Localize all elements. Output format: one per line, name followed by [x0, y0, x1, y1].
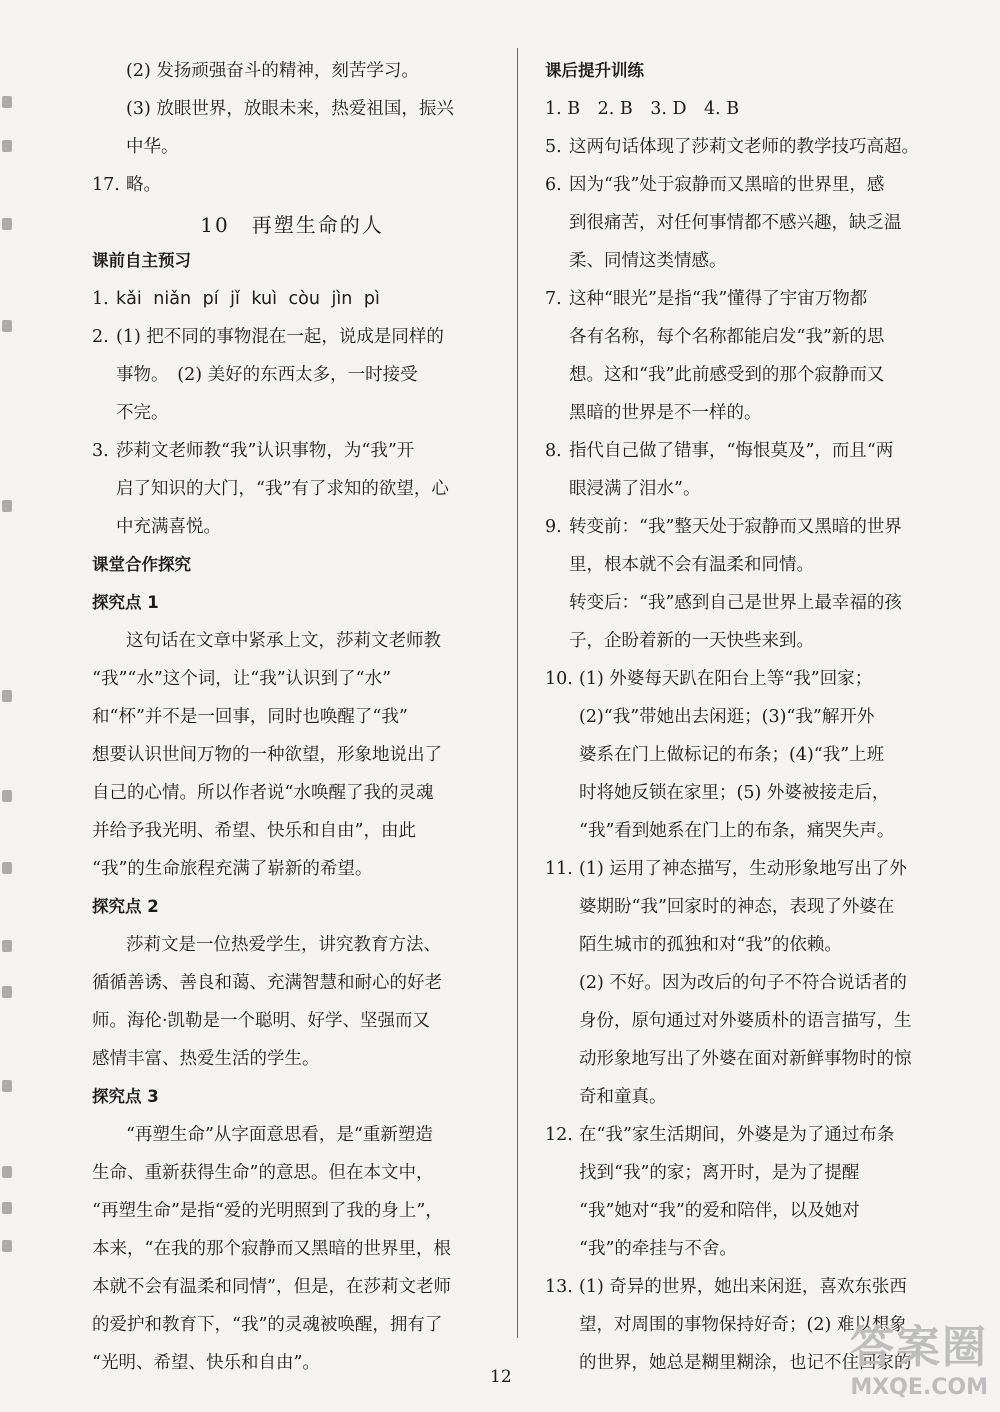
site-watermark — [850, 1311, 988, 1400]
text-line: 生命、重新获得生命”的意思。但在本文中， — [92, 1163, 434, 1183]
pinyin-answer: kǎi niǎn pí jǐ kuì còu jìn pì — [116, 289, 380, 309]
text-line: 婆期盼“我”回家时的神态，表现了外婆在 — [579, 897, 895, 917]
item-text: 转变前：“我”整天处于寂静而又黑暗的世界 — [569, 517, 902, 537]
text-line: 莎莉文是一位热爱学生，讲究教育方法、 — [126, 935, 441, 955]
text-line: “再塑生命”从字面意思看，是“重新塑造 — [126, 1125, 433, 1145]
answer-items-1-4: 1. B 2. B 3. D 4. B — [545, 99, 740, 119]
item-number: 13. — [545, 1277, 573, 1297]
text-line: 各有名称，每个名称都能启发“我”新的思 — [569, 327, 885, 347]
text-line: (2)“我”带她出去闲逛；(3)“我”解开外 — [579, 707, 875, 727]
item-text: 莎莉文老师教“我”认识事物，为“我”开 — [116, 441, 415, 461]
item-number: 3. — [92, 441, 109, 461]
text-line: 黑暗的世界是不一样的。 — [569, 403, 762, 423]
section-heading: 课后提升训练 — [545, 61, 644, 80]
text-line: 奇和童真。 — [579, 1087, 667, 1107]
page-number: 12 — [490, 1367, 512, 1387]
item-text: (1) 运用了神态描写，生动形象地写出了外 — [579, 859, 907, 879]
point-heading: 探究点 3 — [92, 1087, 159, 1106]
answer-item-9 — [545, 508, 945, 546]
answer-item-3 — [92, 432, 492, 470]
text-line: 动形象地写出了外婆在面对新鲜事物时的惊 — [579, 1049, 912, 1069]
answer-item-6 — [545, 166, 945, 204]
item-number: 6. — [545, 175, 562, 195]
text-line: 望，对周围的事物保持好奇；(2) 难以想象 — [579, 1315, 907, 1335]
text-line: 时将她反锁在家里；(5) 外婆被接走后， — [579, 783, 890, 803]
text-line: “我”看到她系在门上的布条，痛哭失声。 — [579, 821, 895, 841]
text-line: 事物。 (2) 美好的东西太多，一时接受 — [116, 365, 418, 385]
answer-item-11 — [545, 850, 945, 888]
text-line: 不完。 — [116, 403, 169, 423]
item-number: 1. — [92, 289, 109, 309]
item-text: 因为“我”处于寂静而又黑暗的世界里，感 — [569, 175, 885, 195]
right-column — [545, 52, 945, 1382]
text-line: 里，根本就不会有温柔和同情。 — [569, 555, 814, 575]
answer-item-1 — [92, 280, 492, 318]
item-number: 5. — [545, 137, 562, 157]
text-line: “光明、希望、快乐和自由”。 — [92, 1353, 320, 1373]
answer-item-5 — [545, 128, 945, 166]
section-heading: 课前自主预习 — [92, 251, 191, 270]
answer-item-2 — [92, 318, 492, 356]
text-line: 并给予我光明、希望、快乐和自由”，由此 — [92, 821, 416, 841]
lesson-title: 10 再塑生命的人 — [200, 212, 384, 237]
text-line: 想要认识世间万物的一种欲望，形象地说出了 — [92, 745, 442, 765]
item-text: 略。 — [126, 175, 161, 195]
point-heading: 探究点 2 — [92, 897, 159, 916]
answer-item-7 — [545, 280, 945, 318]
text-line: (2) 不好。因为改后的句子不符合说话者的 — [579, 973, 907, 993]
text-line: 柔、同情这类情感。 — [569, 251, 727, 271]
text-line: “我”的牵挂与不舍。 — [579, 1239, 737, 1259]
text-line: “再塑生命”是指“爱的光明照到了我的身上”， — [92, 1201, 443, 1221]
text-line: 中华。 — [126, 137, 179, 157]
item-text: (1) 奇异的世界，她出来闲逛，喜欢东张西 — [579, 1277, 907, 1297]
text-line: 陌生城市的孤独和对“我”的依赖。 — [579, 935, 842, 955]
item-text: 这两句话体现了莎莉文老师的教学技巧高超。 — [569, 137, 919, 157]
item-number: 2. — [92, 327, 109, 347]
item-number: 7. — [545, 289, 562, 309]
text-line: 和“杯”并不是一回事，同时也唤醒了“我” — [92, 707, 408, 727]
text-line: 婆系在门上做标记的布条；(4)“我”上班 — [579, 745, 885, 765]
watermark-url: MXQE.COM — [850, 1375, 988, 1400]
item-number: 8. — [545, 441, 562, 461]
item-number: 17. — [92, 175, 120, 195]
text-line: (2) 发扬顽强奋斗的精神，刻苦学习。 — [126, 61, 419, 81]
item-number: 10. — [545, 669, 573, 689]
text-line: 循循善诱、善良和蔼、充满智慧和耐心的好老 — [92, 973, 442, 993]
item-number: 12. — [545, 1125, 573, 1145]
text-line: 自己的心情。所以作者说“水唤醒了我的灵魂 — [92, 783, 434, 803]
item-text: (1) 把不同的事物混在一起，说成是同样的 — [116, 327, 444, 347]
text-line: “我”的生命旅程充满了崭新的希望。 — [92, 859, 373, 879]
answer-item-17 — [92, 166, 492, 204]
text-line: (3) 放眼世界，放眼未来，热爱祖国，振兴 — [126, 99, 454, 119]
item-number: 9. — [545, 517, 562, 537]
text-line: 的世界，她总是糊里糊涂，也记不住回家的 — [579, 1353, 912, 1373]
text-line: 眼浸满了泪水”。 — [569, 479, 701, 499]
item-text: 指代自己做了错事，“悔恨莫及”，而且“两 — [569, 441, 894, 461]
binding-edge — [0, 0, 18, 1412]
text-line: 这句话在文章中紧承上文，莎莉文老师教 — [126, 631, 441, 651]
watermark-logo: 答案圈 — [850, 1322, 988, 1373]
item-text: 这种“眼光”是指“我”懂得了宇宙万物都 — [569, 289, 868, 309]
point-heading: 探究点 1 — [92, 593, 159, 612]
text-line: 启了知识的大门，“我”有了求知的欲望，心 — [116, 479, 449, 499]
text-line: 中充满喜悦。 — [116, 517, 221, 537]
item-text: (1) 外婆每天趴在阳台上等“我”回家； — [579, 669, 873, 689]
text-line: “我”“水”这个词，让“我”认识到了“水” — [92, 669, 392, 689]
left-column — [92, 52, 492, 1382]
section-heading: 课堂合作探究 — [92, 555, 191, 574]
text-line: 转变后：“我”感到自己是世界上最幸福的孩 — [569, 593, 902, 613]
item-text: 在“我”家生活期间，外婆是为了通过布条 — [579, 1125, 895, 1145]
text-line: 的爱护和教育下，“我”的灵魂被唤醒，拥有了 — [92, 1315, 443, 1335]
answer-item-12 — [545, 1116, 945, 1154]
text-line: 子，企盼着新的一天快些来到。 — [569, 631, 814, 651]
text-line: 身份，原句通过对外婆质朴的语言描写，生 — [579, 1011, 912, 1031]
answer-item-13 — [545, 1268, 945, 1306]
text-line: 本来，“在我的那个寂静而又黑暗的世界里，根 — [92, 1239, 451, 1259]
column-divider — [517, 48, 518, 1338]
text-line: 想。这和“我”此前感受到的那个寂静而又 — [569, 365, 885, 385]
text-line: 到很痛苦，对任何事情都不感兴趣，缺乏温 — [569, 213, 902, 233]
text-line: 师。海伦·凯勒是一个聪明、好学、坚强而又 — [92, 1011, 431, 1031]
text-line: 感情丰富、热爱生活的学生。 — [92, 1049, 320, 1069]
text-line: 本就不会有温柔和同情”，但是，在莎莉文老师 — [92, 1277, 451, 1297]
answer-item-8 — [545, 432, 945, 470]
answer-item-10 — [545, 660, 945, 698]
text-line: “我”她对“我”的爱和陪伴，以及她对 — [579, 1201, 860, 1221]
text-line: 找到“我”的家；离开时，是为了提醒 — [579, 1163, 860, 1183]
item-number: 11. — [545, 859, 573, 879]
